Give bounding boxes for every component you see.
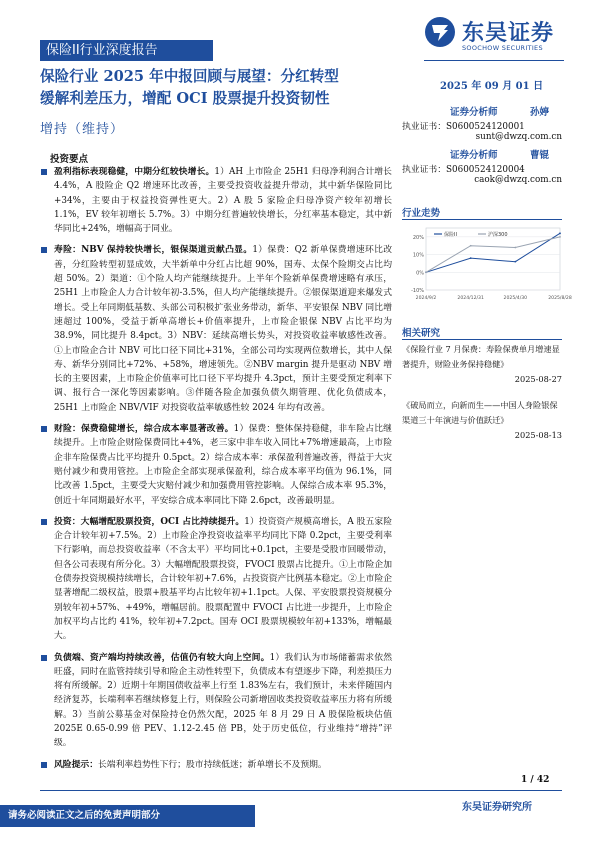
keypoint-life-insurance: 寿险：NBV 保持较快增长，银保渠道贡献凸显。1）保费：Q2 新单保费增速环比改善，分红险转型初显成效，大半新单中分红占比超 90%，国寿、太保个险期交占比均超 50%。2）渠道：①个险人均产能继续提升。上半年个险新单保费增速略有承压，25H1 上市险企人力合计较年初-3.5%，但人均产能继续提升。②银保渠道迎来爆发式增长。受上年同期低基数、头部公司积极扩张业务带动，新华、平安银保 NBV 同比增速超过 100%，受益于新单高增长+价值率提升，上市险企银保 NBV 占比平均为 38.9%，同比提升 8.4pct。3）NBV：延续高增长势头，对投资收益率敏感性改善。①上市险企合计 NBV 可比口径下同比+31%，全部公司均实现两位数增长，其中人保寿、新华分别同比+72%、+58%，增速领先。②NBV margin 提升是驱动 NBV 增长的主要因素，上市险企价值率可比口径下平均提升 4.3pct，预计主要受预定利率下调、报行合一深化等因素影响。③伴随各险企加强负债久期管理、优化负债成本，25H1 上市险企 NBV/VIF 对投资收益率敏感性较 2024 年均有改善。 — [40, 243, 392, 415]
disclaimer-banner: 请务必阅读正文之后的免责声明部分 — [0, 805, 255, 827]
related-item-1-date: 2025-08-27 — [514, 374, 562, 384]
trend-heading: 行业走势 — [402, 208, 441, 219]
series-point-2 — [470, 245, 472, 247]
keypoints-body — [40, 165, 392, 779]
analyst-1 — [402, 104, 562, 119]
series-line-1 — [426, 233, 560, 272]
x-tick-label: 2025/8/28 — [548, 296, 572, 301]
analyst-2-role: 证券分析师 — [450, 150, 498, 161]
analyst-2-name: 曹锟 — [530, 150, 550, 161]
page-number: 1 / 42 — [521, 775, 550, 785]
keypoint-investment: 投资：大幅增配股票投资，OCI 占比持续提升。1）投资资产规模高增长，A 股五家险企合计较年初+7.5%。2）上市险企净投资收益率平均同比下降 0.2pct，主要受利率下行影响，而总投资收益率（不含太平）平均同比+0.1pct，主要是受股市回暖带动，但各公司表现有所分化。3）大幅增配股票投资，FVOCI 股票占比提升。①上市险企加仓债券投资规模持续增长，合计较年初+7.6%，占投资资产比例基本稳定。②上市险企显著增配二级权益，股票+股基平均占比较年初+1.1pct。人保、平安股票投资规模分别较年初+57%、+49%，增幅居前。股票配置中 FVOCI 占比进一步提升，上市险企加权平均占比约 41%，较年初+7.2pct。国寿 OCI 股票规模较年初+133%，增幅最大。 — [40, 515, 392, 644]
analyst-2-email[interactable]: caok@dwzq.com.cn — [474, 175, 562, 185]
rating: 增持（维持） — [40, 122, 125, 137]
title-line-2: 缓解利差压力，增配 OCI 股票提升投资韧性 — [40, 90, 330, 107]
bullet-square-icon — [41, 655, 47, 661]
bullet-square-icon — [41, 519, 47, 525]
bullet-square-icon — [41, 762, 47, 768]
analyst-2 — [402, 147, 562, 162]
logo-mark-icon — [424, 16, 456, 48]
x-tick-label: 2025/4/30 — [503, 296, 528, 301]
related-item-2-date: 2025-08-13 — [514, 430, 562, 440]
related-item-1[interactable]: 《保险行业 7 月保费：寿险保费单月增速显著提升，财险业务保持稳健》 — [402, 344, 560, 369]
y-tick-label: 20% — [412, 234, 424, 241]
trend-chart — [402, 222, 572, 308]
related-item-2[interactable]: 《破局而立，向新而生——中国人身险银保渠道三十年演进与价值跃迁》 — [402, 400, 558, 425]
keypoint-property-insurance: 财险：保费稳健增长，综合成本率显著改善。1）保费：整体保持稳健，非车险占比继续提升。上市险企财险保费同比+4%，老三家中非车收入同比+7%增速最高，上市险企非车险保费占比平均提升 0.5pct。2）综合成本率：承保盈利普遍改善，得益于大灾赔付减少和费用管控。上市险企全部实现承保盈利，综合成本率平均值为 96.1%，同比改善 1.5pct，主要受大灾赔付减少和加强费用管控影响。人保综合成本率 95.3%，创近十年同期最好水平，平安综合成本率同比下降 2.6pct，改善最明显。 — [40, 422, 392, 508]
bullet-square-icon — [41, 426, 47, 432]
keypoint-risk: 风险提示：长端利率趋势性下行；股市持续低迷；新单增长不及预期。 — [40, 758, 392, 772]
x-tick-label: 2024/9/2 — [415, 296, 437, 301]
trend-chart-svg — [402, 222, 572, 308]
y-tick-label: 0% — [416, 270, 424, 277]
y-tick-label: -10% — [411, 288, 424, 294]
keypoint-earnings: 盈利指标表现稳健，中期分红较快增长。1）AH 上市险企 25H1 归母净利润合计增长 4.4%，A 股险企 Q2 增速环比改善，主要受投资收益提升带动，其中新华保险同比+34%，主要由于权益投资弹性更大。2）A 股 5 家险企归母净资产较年初增长 1.1%，EV 较年初增长 5.7%。3）中期分红普遍较快增长，分红率基本稳定，其中新华同比+24%，增幅高于同业。 — [40, 165, 392, 236]
keypoint-valuation: 负债端、资产端均持续改善，估值仍有较大向上空间。1）我们认为市场储蓄需求依然旺盛，同时在监管持续引导和险企主动性转型下，负债成本有望逐步下降，利差损压力将有所缓解。2）近期十年期国债收益率上行至 1.83%左右，我们预计，未来伴随国内经济复苏，长端利率若继续修复上行，则保险公司新增固收类投资收益率压力将有所缓解。3）当前公募基金对保险持仓仍然欠配，2025 年 8 月 29 日 A 股保险板块估值 2025E 0.65-0.99 倍 PEV、1.12-2.45 倍 PB，处于历史低位，行业维持“增持”评级。 — [40, 651, 392, 751]
report-date: 2025 年 09 月 01 日 — [440, 81, 544, 92]
series-point-2 — [425, 271, 427, 273]
series-point-1 — [514, 261, 516, 263]
title-line-1: 保险行业 2025 年中报回顾与展望：分红转型 — [40, 68, 339, 85]
analyst-block — [402, 104, 562, 188]
related-list — [402, 342, 562, 440]
analyst-2-cert: 执业证书：S0600524120004 — [402, 165, 525, 175]
trend-divider — [402, 219, 562, 220]
report-type-banner: 保险II行业深度报告 — [40, 40, 213, 61]
report-title — [40, 66, 400, 110]
footer-divider — [40, 790, 562, 791]
series-point-2 — [514, 247, 516, 249]
series-point-2 — [559, 236, 561, 238]
logo-underline — [424, 60, 564, 61]
related-divider — [402, 339, 562, 340]
company-logo — [424, 14, 564, 58]
analyst-1-email[interactable]: sunt@dwzq.com.cn — [475, 132, 562, 142]
logo-text-en: SOOCHOW SECURITIES — [462, 44, 543, 52]
logo-text-cn: 东吴证券 — [462, 21, 555, 46]
legend-label-2: 沪深300 — [488, 232, 508, 238]
related-heading: 相关研究 — [402, 328, 441, 339]
bullet-square-icon — [41, 247, 47, 253]
series-point-1 — [559, 232, 561, 234]
bullet-square-icon — [41, 169, 47, 175]
footer-firm: 东吴证券研究所 — [462, 802, 532, 813]
series-point-1 — [470, 257, 472, 259]
analyst-1-name: 孙婷 — [530, 107, 550, 118]
analyst-1-role: 证券分析师 — [450, 107, 498, 118]
analyst-1-cert: 执业证书：S0600524120001 — [402, 122, 525, 132]
keypoints-heading: 投资要点 — [50, 154, 89, 165]
legend-label-1: 保险II — [444, 232, 457, 238]
x-tick-label: 2024/12/31 — [457, 296, 484, 301]
y-tick-label: 10% — [412, 252, 424, 259]
